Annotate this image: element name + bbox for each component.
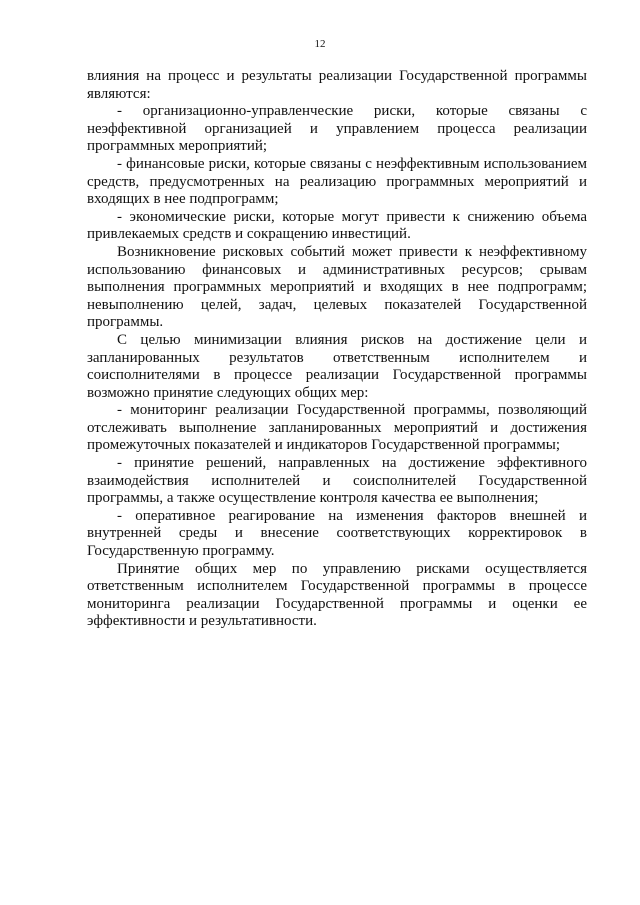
list-item: - организационно-управленческие риски, которые связаны с неэффективной организацией и управлением процесса реализации программных мероприятий; [87, 103, 587, 155]
list-item: - финансовые риски, которые связаны с неэффективным использованием средств, предусмотренных на реализацию программных мероприятий и входящих в нее подпрограмм; [87, 155, 587, 208]
page-number: 12 [314, 38, 326, 50]
document-body [87, 68, 587, 631]
paragraph: Принятие общих мер по управлению рисками осуществляется ответственным исполнителем Государственной программы в процессе мониторинга реализации Государственной программы и оценки ее эффективности и результативности. [87, 560, 587, 630]
list-item: - экономические риски, которые могут привести к снижению объема привлекаемых средств и сокращению инвестиций. [87, 208, 587, 243]
list-item: - мониторинг реализации Государственной программы, позволяющий отслеживать выполнение запланированных мероприятий и достижения промежуточных показателей и индикаторов Государственной программы; [87, 402, 587, 454]
paragraph: влияния на процесс и результаты реализации Государственной программы являются: [87, 68, 587, 102]
paragraph: Возникновение рисковых событий может привести к неэффективному использованию финансовых и административных ресурсов; срывам выполнения программных мероприятий и входящих в нее подпрограмм; невыполнению целей, задач, целевых показателей Государственной программы. [87, 243, 587, 331]
paragraph: С целью минимизации влияния рисков на достижение цели и запланированных результатов ответственным исполнителем и соисполнителями в процессе реализации Государственной программы возможно принятие следующих общих мер: [87, 331, 587, 401]
list-item: - оперативное реагирование на изменения факторов внешней и внутренней среды и внесение соответствующих корректировок в Государственную программу. [87, 507, 587, 560]
list-item: - принятие решений, направленных на достижение эффективного взаимодействия исполнителей и соисполнителей Государственной программы, а также осуществление контроля качества ее выполнения; [87, 455, 587, 507]
